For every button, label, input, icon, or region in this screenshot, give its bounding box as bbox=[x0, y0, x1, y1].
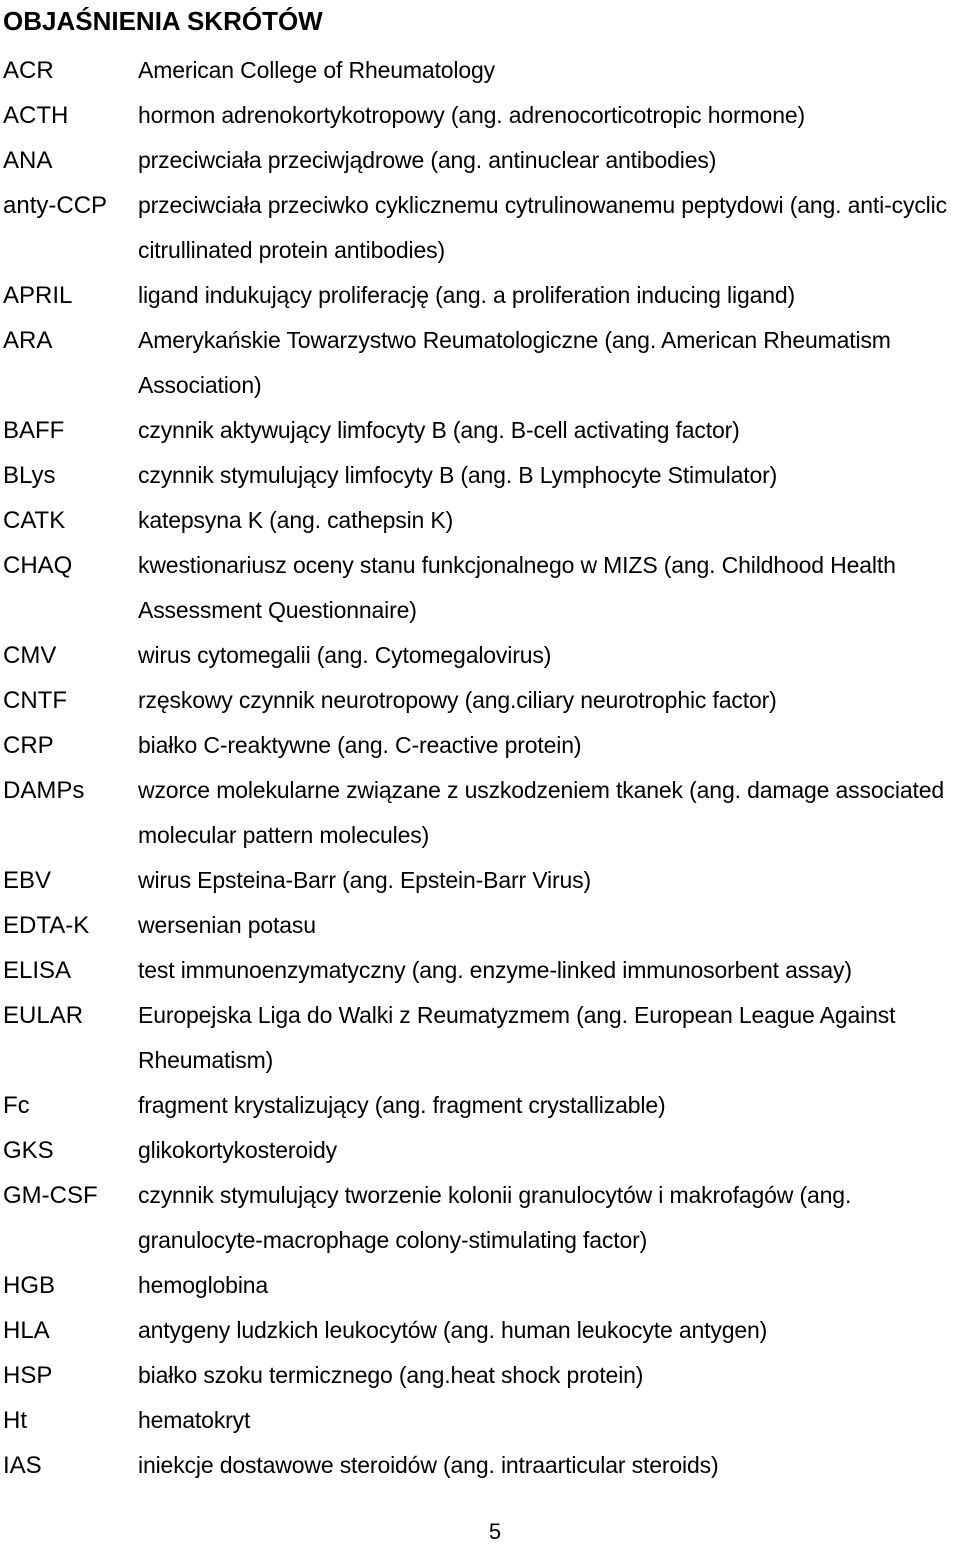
abbreviation-row bbox=[0, 858, 960, 903]
abbreviation-term: ACTH bbox=[3, 102, 69, 129]
page-number: 5 bbox=[488, 1519, 502, 1544]
abbreviation-definition: wersenian potasu bbox=[138, 912, 316, 938]
abbreviation-term: Fc bbox=[3, 1092, 30, 1119]
abbreviation-definition: ligand indukujący proliferację (ang. a proliferation inducing ligand) bbox=[138, 282, 796, 308]
abbreviation-definition: białko szoku termicznego (ang.heat shock protein) bbox=[138, 1362, 644, 1388]
abbreviation-definition: Amerykańskie Towarzystwo Reumatologiczne (ang. American Rheumatism Association) bbox=[138, 327, 891, 398]
abbreviation-definition: wzorce molekularne związane z uszkodzeniem tkanek (ang. damage associated molecular pattern molecules) bbox=[138, 777, 944, 848]
abbreviation-term: HLA bbox=[3, 1317, 50, 1344]
abbreviation-definition: czynnik stymulujący limfocyty B (ang. B Lymphocyte Stimulator) bbox=[138, 462, 778, 488]
abbreviation-definition: hemoglobina bbox=[138, 1272, 269, 1298]
abbreviation-row bbox=[0, 768, 960, 858]
abbreviation-definition: hormon adrenokortykotropowy (ang. adrenocorticotropic hormone) bbox=[138, 102, 805, 128]
abbreviation-row bbox=[0, 273, 960, 318]
abbreviation-row bbox=[0, 1398, 960, 1443]
abbreviation-definition: czynnik aktywujący limfocyty B (ang. B-cell activating factor) bbox=[138, 417, 740, 443]
abbreviation-row bbox=[0, 993, 960, 1083]
abbreviation-row bbox=[0, 678, 960, 723]
abbreviation-row bbox=[0, 1443, 960, 1488]
abbreviation-definition: katepsyna K (ang. cathepsin K) bbox=[138, 507, 454, 533]
abbreviation-term: IAS bbox=[3, 1452, 42, 1479]
abbreviation-term: CRP bbox=[3, 732, 54, 759]
abbreviation-term: BLys bbox=[3, 462, 56, 489]
abbreviation-term: ARA bbox=[3, 327, 53, 354]
abbreviation-term: EDTA-K bbox=[3, 912, 90, 939]
abbreviation-term: EULAR bbox=[3, 1002, 84, 1029]
abbreviation-row bbox=[0, 453, 960, 498]
abbreviation-definition: przeciwciała przeciwjądrowe (ang. antinuclear antibodies) bbox=[138, 147, 717, 173]
abbreviation-row bbox=[0, 1308, 960, 1353]
abbreviation-definition: rzęskowy czynnik neurotropowy (ang.ciliary neurotrophic factor) bbox=[138, 687, 777, 713]
abbreviation-row bbox=[0, 93, 960, 138]
abbreviation-term: HGB bbox=[3, 1272, 56, 1299]
abbreviation-term: Ht bbox=[3, 1407, 27, 1434]
abbreviation-term: ELISA bbox=[3, 957, 72, 984]
abbreviation-term: CMV bbox=[3, 642, 57, 669]
abbreviation-term: ANA bbox=[3, 147, 53, 174]
abbreviation-term: EBV bbox=[3, 867, 52, 894]
abbreviation-row bbox=[0, 723, 960, 768]
abbreviation-term: CHAQ bbox=[3, 552, 73, 579]
abbreviation-row bbox=[0, 1263, 960, 1308]
abbreviation-row bbox=[0, 498, 960, 543]
abbreviation-row bbox=[0, 543, 960, 633]
abbreviation-definition: iniekcje dostawowe steroidów (ang. intraarticular steroids) bbox=[138, 1452, 719, 1478]
abbreviation-row bbox=[0, 1128, 960, 1173]
abbreviation-definition: glikokortykosteroidy bbox=[138, 1137, 337, 1163]
abbreviation-definition: czynnik stymulujący tworzenie kolonii granulocytów i makrofagów (ang. granulocyte-macrophage colony-stimulating factor) bbox=[138, 1182, 852, 1253]
abbreviation-row bbox=[0, 1083, 960, 1128]
abbreviation-definition: kwestionariusz oceny stanu funkcjonalnego w MIZS (ang. Childhood Health Assessment Questionnaire) bbox=[138, 552, 896, 623]
abbreviation-term: HSP bbox=[3, 1362, 53, 1389]
abbreviation-term: BAFF bbox=[3, 417, 65, 444]
abbreviation-row bbox=[0, 1353, 960, 1398]
abbreviation-term: CNTF bbox=[3, 687, 67, 714]
abbreviation-list bbox=[0, 48, 960, 1488]
abbreviation-definition: test immunoenzymatyczny (ang. enzyme-linked immunosorbent assay) bbox=[138, 957, 852, 983]
abbreviation-term: GKS bbox=[3, 1137, 54, 1164]
abbreviation-term: GM-CSF bbox=[3, 1182, 98, 1209]
abbreviation-definition: przeciwciała przeciwko cyklicznemu cytrulinowanemu peptydowi (ang. anti-cyclic citrullinated protein antibodies) bbox=[138, 192, 947, 263]
abbreviation-row bbox=[0, 948, 960, 993]
abbreviation-definition: fragment krystalizujący (ang. fragment crystallizable) bbox=[138, 1092, 666, 1118]
abbreviation-definition: białko C-reaktywne (ang. C-reactive protein) bbox=[138, 732, 582, 758]
abbreviation-term: ACR bbox=[3, 57, 54, 84]
abbreviation-definition: Europejska Liga do Walki z Reumatyzmem (ang. European League Against Rheumatism) bbox=[138, 1002, 896, 1073]
abbreviation-row bbox=[0, 903, 960, 948]
abbreviation-row bbox=[0, 633, 960, 678]
abbreviation-definition: wirus Epsteina-Barr (ang. Epstein-Barr Virus) bbox=[138, 867, 591, 893]
page-title: OBJAŚNIENIA SKRÓTÓW bbox=[3, 6, 323, 36]
abbreviation-definition: hematokryt bbox=[138, 1407, 251, 1433]
abbreviation-term: CATK bbox=[3, 507, 66, 534]
abbreviation-term: DAMPs bbox=[3, 777, 85, 804]
abbreviation-term: APRIL bbox=[3, 282, 73, 309]
abbreviation-definition: American College of Rheumatology bbox=[138, 57, 496, 83]
abbreviation-row bbox=[0, 138, 960, 183]
abbreviation-row bbox=[0, 183, 960, 273]
abbreviation-row bbox=[0, 48, 960, 93]
abbreviation-row bbox=[0, 1173, 960, 1263]
abbreviation-term: anty-CCP bbox=[3, 192, 108, 219]
abbreviation-definition: antygeny ludzkich leukocytów (ang. human leukocyte antygen) bbox=[138, 1317, 768, 1343]
abbreviation-row bbox=[0, 318, 960, 408]
abbreviation-row bbox=[0, 408, 960, 453]
abbreviation-definition: wirus cytomegalii (ang. Cytomegalovirus) bbox=[138, 642, 552, 668]
